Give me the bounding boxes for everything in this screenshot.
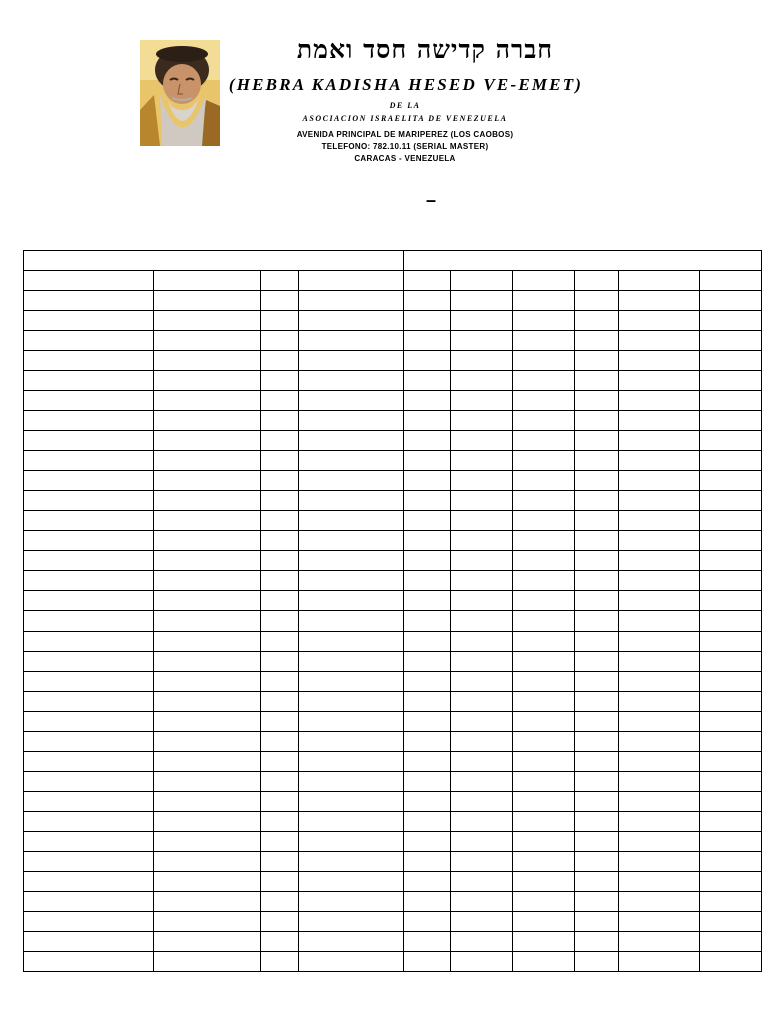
letterhead: [140, 28, 590, 164]
form-grid-table: [23, 250, 762, 972]
phone-line: TELEFONO: 782.10.11 (SERIAL MASTER): [321, 142, 489, 151]
association-name: ASOCIACION ISRAELITA DE VENEZUELA: [302, 114, 508, 123]
organization-name: (HEBRA KADISHA HESED VE-EMET): [228, 75, 584, 94]
city-line: CARACAS - VENEZUELA: [354, 154, 456, 163]
center-dash: –: [426, 190, 437, 210]
hebrew-organization-name: חברה קדישה חסד ואמת: [296, 35, 554, 64]
address-line: AVENIDA PRINCIPAL DE MARIPEREZ (LOS CAOBOS): [296, 130, 514, 139]
rabbi-portrait-icon: [140, 40, 220, 146]
de-la-text: DE LA: [389, 101, 421, 110]
grid-lines: [23, 250, 762, 972]
